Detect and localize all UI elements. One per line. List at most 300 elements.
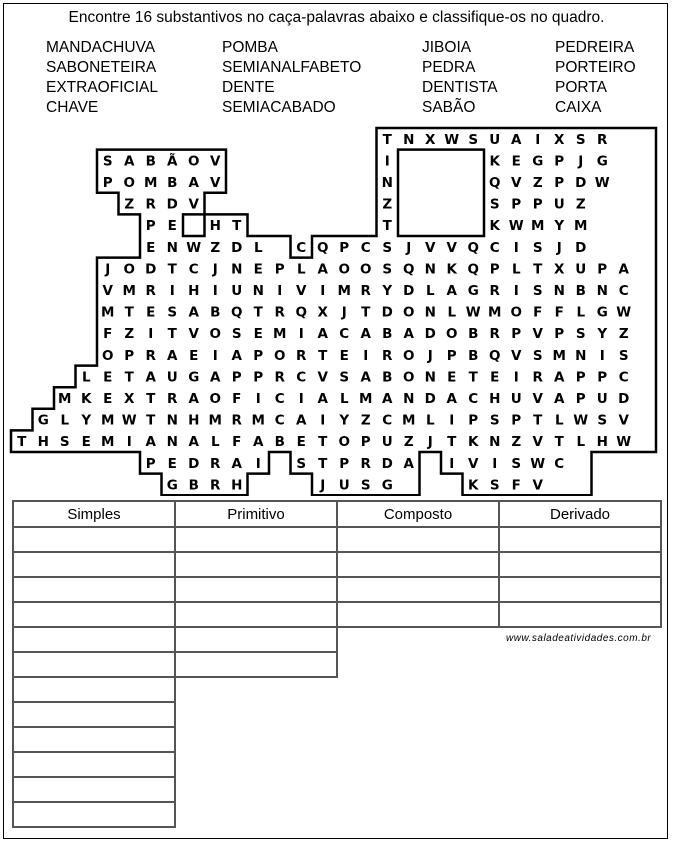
empty-space <box>499 727 661 752</box>
grid-letter: S <box>532 347 543 364</box>
grid-letter: O <box>403 304 415 321</box>
grid-letter: A <box>360 326 371 343</box>
grid-letter: Q <box>489 175 501 191</box>
grid-letter: I <box>320 412 326 429</box>
answer-cell[interactable] <box>13 702 175 727</box>
answer-cell[interactable] <box>175 527 337 552</box>
empty-space <box>337 752 499 777</box>
grid-letter: R <box>489 283 500 299</box>
grid-letter: P <box>597 369 608 386</box>
answer-cell[interactable] <box>175 627 337 652</box>
answer-cell[interactable] <box>13 527 175 552</box>
grid-letter: D <box>145 261 157 278</box>
grid-letter: Z <box>532 175 543 191</box>
grid-letter: P <box>511 326 522 343</box>
grid-letter: W <box>616 434 632 451</box>
grid-letter: F <box>511 477 521 494</box>
grid-letter: H <box>596 434 608 451</box>
grid-letter: T <box>361 304 371 321</box>
grid-letter: N <box>424 261 436 278</box>
grid-letter: C <box>554 455 565 472</box>
grid-letter: R <box>145 196 156 213</box>
grid-letter: H <box>231 477 243 494</box>
table-row <box>13 677 661 702</box>
grid-letter: R <box>382 347 393 364</box>
answer-cell[interactable] <box>499 527 661 552</box>
grid-letter: S <box>532 283 543 299</box>
grid-letter: D <box>575 239 587 256</box>
grid-letter: V <box>446 239 457 256</box>
word-search-grid <box>0 120 673 496</box>
answer-cell[interactable] <box>13 727 175 752</box>
grid-letter: Q <box>295 304 307 321</box>
grid-letter: T <box>17 434 27 451</box>
grid-letter: O <box>510 304 522 321</box>
table-row <box>13 527 661 552</box>
empty-space <box>499 702 661 727</box>
grid-letter: B <box>167 175 178 191</box>
grid-letter: U <box>489 131 501 148</box>
grid-letter: G <box>596 304 608 321</box>
answer-cell[interactable] <box>13 677 175 702</box>
empty-space <box>175 727 337 752</box>
table-row <box>13 752 661 777</box>
grid-letter: C <box>339 326 350 343</box>
grid-letter: D <box>166 196 178 213</box>
grid-letter: V <box>317 369 328 386</box>
grid-letter: L <box>447 304 457 321</box>
grid-letter: A <box>554 369 565 386</box>
answer-cell[interactable] <box>499 602 661 627</box>
grid-letter: T <box>382 131 392 148</box>
answer-cell[interactable] <box>13 802 175 827</box>
grid-letter: P <box>102 175 113 191</box>
grid-letter: L <box>425 283 435 299</box>
grid-letter: P <box>253 347 264 364</box>
grid-letter: I <box>363 347 369 364</box>
grid-letter: M <box>552 347 566 364</box>
grid-letter: M <box>273 326 287 343</box>
grid-letter: M <box>337 283 351 299</box>
grid-letter: T <box>146 391 156 407</box>
grid-letter: M <box>251 412 265 429</box>
grid-letter: B <box>210 304 221 321</box>
empty-space <box>337 727 499 752</box>
grid-letter: U <box>338 477 350 494</box>
grid-letter: R <box>210 477 221 494</box>
grid-letter: P <box>554 153 565 170</box>
grid-letter: G <box>381 477 393 494</box>
grid-letter: V <box>296 283 307 299</box>
grid-letter: Z <box>210 239 221 256</box>
answer-cell[interactable] <box>337 602 499 627</box>
grid-letter: H <box>209 218 221 235</box>
grid-letter: I <box>599 347 605 364</box>
grid-letter: M <box>574 218 588 235</box>
grid-letter: A <box>253 434 264 451</box>
grid-letter: T <box>318 455 328 472</box>
grid-letter: T <box>146 412 156 429</box>
answer-cell[interactable] <box>13 627 175 652</box>
grid-letter: S <box>597 412 608 429</box>
grid-letter: F <box>103 326 113 343</box>
grid-letter: T <box>533 261 543 278</box>
grid-letter: R <box>296 347 307 364</box>
grid-letter: J <box>212 261 218 278</box>
grid-letter: E <box>189 347 199 364</box>
grid-letter: J <box>427 347 433 364</box>
grid-letter: A <box>188 175 199 191</box>
grid-letter: P <box>124 347 135 364</box>
grid-letter: I <box>449 412 455 429</box>
grid-letter: W <box>444 131 460 148</box>
grid-letter: M <box>101 412 115 429</box>
word-item: SABONETEIRA <box>46 59 157 76</box>
grid-letter: I <box>320 283 326 299</box>
answer-cell[interactable] <box>499 552 661 577</box>
empty-space <box>499 752 661 777</box>
grid-letter: P <box>253 369 264 386</box>
grid-letter: X <box>124 391 135 407</box>
grid-letter: Y <box>597 326 608 343</box>
grid-letter: R <box>145 347 156 364</box>
grid-letter: D <box>231 239 243 256</box>
grid-letter: W <box>121 412 137 429</box>
grid-letter: T <box>468 369 478 386</box>
table-row <box>13 602 661 627</box>
grid-letter: M <box>101 434 115 451</box>
answer-cell[interactable] <box>175 577 337 602</box>
grid-letter: T <box>382 218 392 235</box>
grid-letter: B <box>575 283 586 299</box>
grid-letter: C <box>618 369 629 386</box>
grid-letter: E <box>253 326 263 343</box>
grid-letter: N <box>166 412 178 429</box>
grid-letter: C <box>188 261 199 278</box>
grid-letter: M <box>122 283 136 299</box>
grid-letter: L <box>296 261 306 278</box>
empty-space <box>337 627 499 652</box>
grid-letter: V <box>210 153 221 170</box>
grid-letter: P <box>231 369 242 386</box>
word-item: SABÃO <box>422 99 476 116</box>
answer-cell[interactable] <box>13 602 175 627</box>
grid-letter: D <box>618 391 630 407</box>
grid-letter: Q <box>467 239 479 256</box>
grid-letter: M <box>144 175 158 191</box>
grid-letter: A <box>554 391 565 407</box>
grid-letter: L <box>210 434 220 451</box>
grid-letter: K <box>81 391 92 407</box>
header-simples: Simples <box>13 501 175 527</box>
grid-letter: A <box>124 153 135 170</box>
grid-letter: D <box>575 175 587 191</box>
grid-letter: E <box>81 434 91 451</box>
grid-letter: X <box>554 261 565 278</box>
grid-letter: X <box>317 304 328 321</box>
grid-letter: Z <box>511 434 522 451</box>
grid-letter: P <box>575 391 586 407</box>
grid-letter: A <box>145 434 156 451</box>
grid-letter: G <box>166 477 178 494</box>
grid-letter: D <box>403 283 415 299</box>
grid-letter: C <box>489 239 500 256</box>
grid-letter: Z <box>360 412 371 429</box>
grid-letter: B <box>468 326 479 343</box>
grid-letter: K <box>446 261 457 278</box>
grid-letter: M <box>488 304 502 321</box>
empty-space <box>337 652 499 677</box>
empty-space <box>337 802 499 827</box>
grid-letter: S <box>296 455 307 472</box>
grid-letter: G <box>532 153 544 170</box>
word-item: CHAVE <box>46 99 99 116</box>
grid-letter: R <box>210 455 221 472</box>
grid-letter: W <box>465 304 481 321</box>
grid-letter: L <box>576 434 586 451</box>
grid-letter: Q <box>489 347 501 364</box>
answer-cell[interactable] <box>337 552 499 577</box>
grid-letter: I <box>492 455 498 472</box>
grid-letter: N <box>166 434 178 451</box>
grid-letter: O <box>209 326 221 343</box>
grid-letter: A <box>403 455 414 472</box>
grid-letter: P <box>446 347 457 364</box>
grid-letter: K <box>468 477 479 494</box>
grid-letter: C <box>468 391 479 407</box>
grid-letter: P <box>511 412 522 429</box>
grid-letter: P <box>511 196 522 213</box>
grid-letter: O <box>102 347 114 364</box>
grid-letter: I <box>255 455 261 472</box>
grid-letter: S <box>167 304 178 321</box>
grid-letter: S <box>489 196 500 213</box>
answer-cell[interactable] <box>13 777 175 802</box>
grid-letter: I <box>449 455 455 472</box>
grid-letter: W <box>186 239 202 256</box>
grid-letter: R <box>532 369 543 386</box>
grid-letter: S <box>102 153 113 170</box>
grid-letter: C <box>618 283 629 299</box>
grid-letter: T <box>124 304 134 321</box>
grid-letter: E <box>103 369 113 386</box>
grid-letter: O <box>123 261 135 278</box>
grid-letter: E <box>253 261 263 278</box>
grid-letter: E <box>146 304 156 321</box>
grid-letter: I <box>513 239 519 256</box>
grid-letter: C <box>360 239 371 256</box>
grid-letter: P <box>597 261 608 278</box>
grid-letter: E <box>167 455 177 472</box>
grid-letter: P <box>145 455 156 472</box>
word-item: MANDACHUVA <box>46 39 156 56</box>
answer-cell[interactable] <box>13 652 175 677</box>
grid-letter: O <box>123 175 135 191</box>
grid-letter: B <box>468 347 479 364</box>
grid-letter: S <box>575 326 586 343</box>
grid-letter: A <box>511 131 522 148</box>
grid-letter: T <box>232 218 242 235</box>
word-item: DENTISTA <box>422 79 498 96</box>
grid-letter: W <box>594 175 610 191</box>
empty-space <box>175 677 337 702</box>
grid-letter: A <box>360 369 371 386</box>
word-item: DENTE <box>222 79 275 96</box>
grid-letter: I <box>255 391 261 407</box>
grid-letter: K <box>489 218 500 235</box>
grid-letter: E <box>103 391 113 407</box>
grid-letter: S <box>489 412 500 429</box>
answer-cell[interactable] <box>337 577 499 602</box>
site-url: www.saladeatividades.com.br <box>506 633 652 644</box>
grid-letter: L <box>511 261 521 278</box>
grid-letter: K <box>468 434 479 451</box>
grid-letter: N <box>231 261 243 278</box>
grid-letter: A <box>382 391 393 407</box>
grid-letter: C <box>382 412 393 429</box>
grid-letter: L <box>554 412 564 429</box>
grid-letter: V <box>188 326 199 343</box>
grid-letter: S <box>489 477 500 494</box>
word-item: PORTA <box>555 79 607 96</box>
grid-letter: Q <box>467 261 479 278</box>
table-row <box>13 552 661 577</box>
answer-cell[interactable] <box>13 552 175 577</box>
answer-cell[interactable] <box>337 527 499 552</box>
grid-letter: S <box>618 347 629 364</box>
grid-letter: A <box>188 391 199 407</box>
grid-letter: D <box>424 326 436 343</box>
grid-letter: A <box>317 326 328 343</box>
grid-letter: E <box>511 153 521 170</box>
empty-space <box>337 702 499 727</box>
grid-letter: J <box>578 153 584 170</box>
grid-letter: P <box>468 412 479 429</box>
grid-letter: A <box>167 347 178 364</box>
grid-letter: A <box>188 434 199 451</box>
grid-letter: N <box>252 283 264 299</box>
grid-letter: P <box>532 196 543 213</box>
grid-letter: A <box>317 261 328 278</box>
grid-letter: L <box>576 304 586 321</box>
grid-letter: U <box>596 391 608 407</box>
word-item: PEDRA <box>422 59 476 76</box>
grid-letter: S <box>382 261 393 278</box>
grid-letter: O <box>338 434 350 451</box>
grid-letter: P <box>575 369 586 386</box>
empty-space <box>175 702 337 727</box>
classification-table <box>12 500 662 828</box>
grid-letter: V <box>210 175 221 191</box>
grid-letter: E <box>167 218 177 235</box>
grid-letter: W <box>616 304 632 321</box>
grid-letter: T <box>124 369 134 386</box>
grid-letter: T <box>318 434 328 451</box>
empty-space <box>175 802 337 827</box>
grid-letter: B <box>145 153 156 170</box>
header-composto: Composto <box>337 501 499 527</box>
instruction-text: Encontre 16 substantivos no caça-palavras abaixo e classifique-os no quadro. <box>68 9 605 26</box>
word-item: JIBOIA <box>422 39 472 56</box>
grid-letter: L <box>339 391 349 407</box>
empty-space <box>337 677 499 702</box>
header-primitivo: Primitivo <box>175 501 337 527</box>
grid-letter: S <box>360 477 371 494</box>
grid-letter: A <box>145 369 156 386</box>
grid-letter: Ã <box>167 153 178 170</box>
grid-letter: N <box>403 391 415 407</box>
answer-cell[interactable] <box>13 752 175 777</box>
answer-cell[interactable] <box>13 577 175 602</box>
grid-letter: F <box>533 304 543 321</box>
grid-letter: O <box>274 347 286 364</box>
grid-letter: I <box>212 347 218 364</box>
answer-cell[interactable] <box>175 602 337 627</box>
grid-letter: E <box>296 434 306 451</box>
grid-letter: M <box>58 391 72 407</box>
grid-letter: F <box>232 391 242 407</box>
grid-letter: V <box>532 326 543 343</box>
grid-letter: K <box>489 153 500 170</box>
grid-letter: I <box>535 131 541 148</box>
grid-letter: A <box>210 369 221 386</box>
grid-letter: M <box>531 218 545 235</box>
grid-letter: I <box>298 326 304 343</box>
grid-letter: S <box>382 239 393 256</box>
grid-letter: U <box>510 391 522 407</box>
empty-space <box>175 777 337 802</box>
grid-letter: S <box>575 131 586 148</box>
grid-letter: N <box>596 283 608 299</box>
grid-inner-square <box>398 150 484 236</box>
grid-letter: Z <box>403 434 414 451</box>
grid-letter: W <box>573 412 589 429</box>
grid-letter: Z <box>575 196 586 213</box>
grid-letter: R <box>360 283 371 299</box>
grid-letter: V <box>188 196 199 213</box>
grid-letter: Y <box>382 283 393 299</box>
grid-letter: Q <box>403 261 415 278</box>
grid-letter: G <box>37 412 49 429</box>
grid-letter: W <box>508 218 524 235</box>
grid-letter: T <box>533 412 543 429</box>
grid-letter: S <box>339 369 350 386</box>
grid-letter: O <box>403 369 415 386</box>
grid-letter: A <box>446 391 457 407</box>
grid-letter: N <box>553 283 565 299</box>
grid-letter: G <box>188 369 200 386</box>
grid-letter: A <box>317 391 328 407</box>
grid-letter: J <box>320 477 326 494</box>
grid-letter: H <box>188 283 200 299</box>
answer-cell[interactable] <box>499 577 661 602</box>
grid-letter: Z <box>382 196 393 213</box>
answer-cell[interactable] <box>175 652 337 677</box>
grid-letter: C <box>274 412 285 429</box>
empty-space <box>499 677 661 702</box>
grid-letter: P <box>145 218 156 235</box>
grid-letter: N <box>424 304 436 321</box>
grid-letter: N <box>575 347 587 364</box>
grid-letter: Q <box>317 239 329 256</box>
empty-space <box>499 802 661 827</box>
grid-letter: W <box>530 455 546 472</box>
answer-cell[interactable] <box>175 552 337 577</box>
grid-letter: Z <box>124 326 135 343</box>
table-row <box>13 577 661 602</box>
word-item: PORTEIRO <box>555 59 636 76</box>
grid-letter: R <box>274 369 285 386</box>
